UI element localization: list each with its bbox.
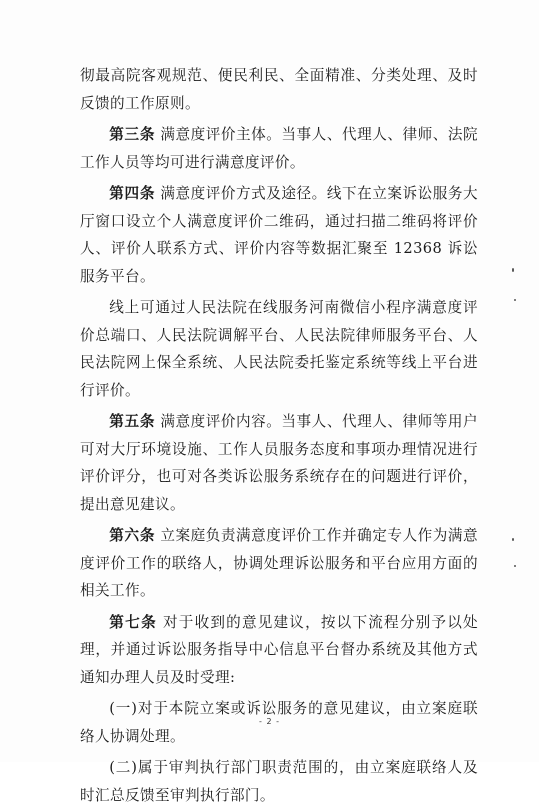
- paragraph-text: 线上可通过人民法院在线服务河南微信小程序满意度评价总端口、人民法院调解平台、人民法院律师服务平台、人民法院网上保全系统、人民法院委托鉴定系统等线上平台进行评价。: [80, 299, 478, 399]
- paragraph-text: 对于收到的意见建议，按以下流程分别予以处理，并通过诉讼服务指导中心信息平台督办系统及其他方式通知办理人员及时受理:: [80, 613, 478, 686]
- paragraph-text: (二)属于审判执行部门职责范围的，由立案庭联络人及时汇总反馈至审判执行部门。: [80, 759, 478, 804]
- paragraph-continuation: [80, 62, 478, 117]
- paragraph-article-5: [80, 408, 478, 518]
- paragraph-online-evaluation: [80, 294, 478, 404]
- paragraph-article-4: [80, 180, 478, 290]
- scan-speck: [514, 299, 516, 301]
- paragraph-text: 立案庭负责满意度评价工作并确定专人作为满意度评价工作的联络人，协调处理诉讼服务和平台应用方面的相关工作。: [80, 527, 478, 599]
- page-number: - 2 -: [259, 717, 280, 726]
- paragraph-text: 满意度评价主体。当事人、代理人、律师、法院工作人员等均可进行满意度评价。: [80, 126, 478, 171]
- paragraph-text: 满意度评价方式及途径。线下在立案诉讼服务大厅窗口设立个人满意度评价二维码，通过扫描二维码将评价人、评价人联系方式、评价内容等数据汇聚至 12368 诉讼服务平台。: [80, 185, 478, 285]
- paragraph-article-6: [80, 522, 478, 605]
- paragraph-text: 彻最高院客观规范、便民利民、全面精准、分类处理、及时反馈的工作原则。: [80, 67, 478, 112]
- paragraph-text: (一)对于本院立案或诉讼服务的意见建议，由立案庭联络人协调处理。: [80, 700, 478, 745]
- scan-speck: [512, 538, 514, 541]
- paragraph-article-7: [80, 609, 478, 692]
- document-body: [80, 62, 478, 809]
- article-label: 第三条: [109, 126, 156, 143]
- article-label: 第七条: [109, 613, 158, 631]
- article-label: 第五条: [109, 413, 156, 430]
- paragraph-text: 满意度评价内容。当事人、代理人、律师等用户可对大厅环境设施、工作人员服务态度和事项办理情况进行评价评分，也可对各类诉讼服务系统存在的问题进行评价，提出意见建议。: [80, 413, 478, 513]
- paragraph-article-3: [80, 121, 478, 176]
- article-label: 第四条: [109, 185, 156, 202]
- scan-speck: [514, 565, 516, 567]
- paragraph-item-2: [80, 754, 478, 809]
- scan-speck: [512, 268, 514, 272]
- article-label: 第六条: [109, 527, 156, 544]
